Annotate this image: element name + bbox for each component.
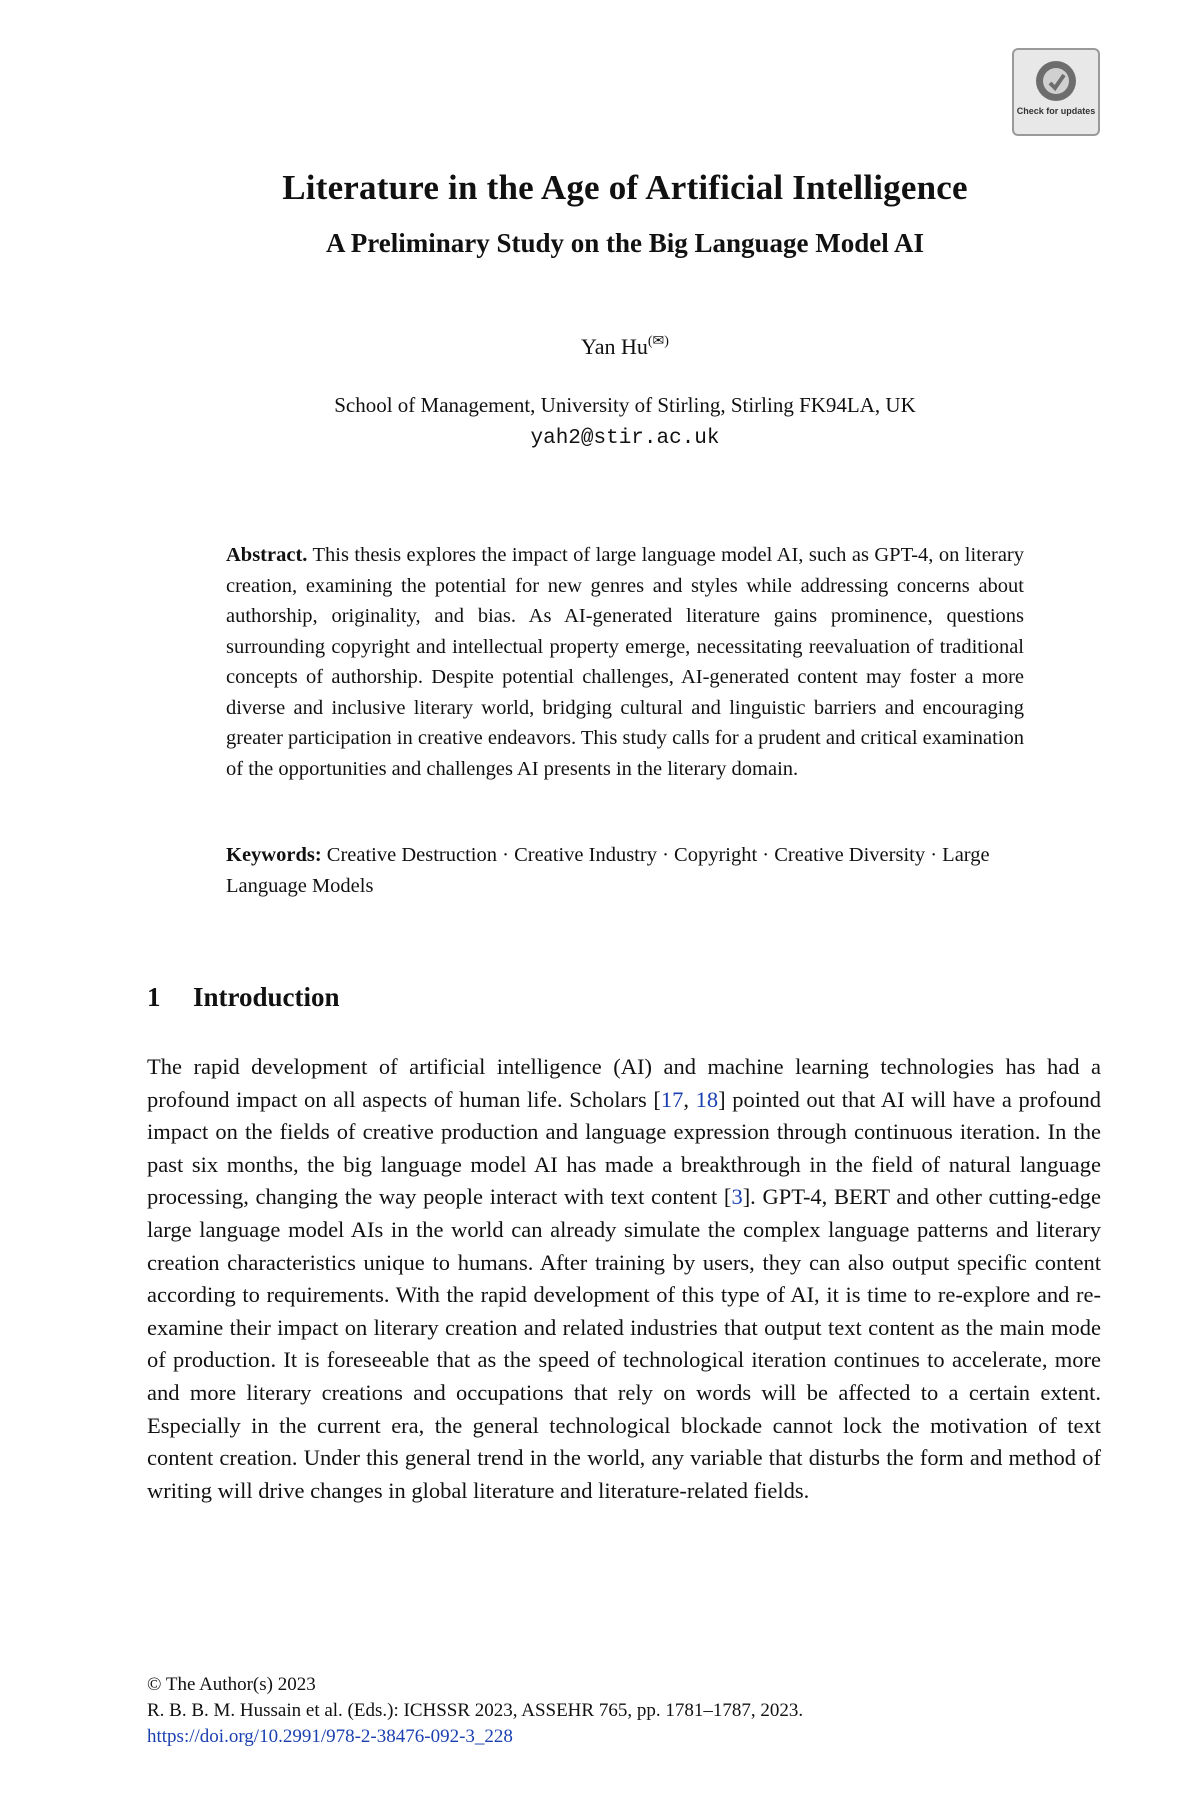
check-for-updates-icon	[1033, 58, 1079, 104]
envelope-icon[interactable]: (✉)	[647, 334, 669, 349]
check-for-updates-badge[interactable]	[1012, 48, 1100, 136]
citation-link-3[interactable]: 3	[731, 1184, 743, 1210]
keywords-label: Keywords:	[226, 844, 322, 866]
intro-text-3: ]. GPT-4, BERT and other cutting-edge large language model AIs in the world can already simulate the complex language patterns and literary creation characteristics unique to humans. After training by users, they can also output specific content according to requirements. With the rapid development of this type of AI, it is time to re-explore and re-examine their impact on literary creation and related industries that output text content as the main mode of production. It is foreseeable that as the speed of technological iteration continues to accelerate, more and more literary creations and occupations that rely on words will be affected to a certain extent. Especially in the current era, the general technological blockade cannot lock the motivation of text content creation. Under this general trend in the world, any variable that disturbs the form and method of writing will drive changes in global literature and literature-related fields.	[147, 1184, 1101, 1503]
footer	[147, 1672, 1101, 1750]
section-title: Introduction	[193, 982, 340, 1012]
section-heading	[147, 982, 340, 1013]
citation-line: R. B. B. M. Hussain et al. (Eds.): ICHSSR 2023, ASSEHR 765, pp. 1781–1787, 2023.	[147, 1700, 804, 1721]
abstract-text: This thesis explores the impact of large language model AI, such as GPT-4, on literary creation, examining the potential for new genres and styles while addressing concerns about authorship, originality, and bias. As AI-generated literature gains prominence, questions surrounding copyright and intellectual property emerge, necessitating reevaluation of traditional concepts of authorship. Despite potential challenges, AI-generated content may foster a more diverse and inclusive literary world, bridging cultural and linguistic barriers and encouraging greater participation in creative endeavors. This study calls for a prudent and critical examination of the opportunities and challenges AI presents in the literary domain.	[226, 544, 1024, 780]
badge-text: Check for updates	[1016, 106, 1096, 116]
keywords	[226, 840, 1024, 901]
introduction-paragraph	[147, 1051, 1101, 1507]
paper-title: Literature in the Age of Artificial Intelligence	[282, 168, 968, 207]
affiliation: School of Management, University of Stirling, Stirling FK94LA, UK	[334, 393, 916, 417]
paper-subtitle: A Preliminary Study on the Big Language Model AI	[325, 228, 925, 258]
abstract-label: Abstract.	[226, 544, 308, 566]
author-email[interactable]: yah2@stir.ac.uk	[530, 427, 720, 450]
abstract	[226, 540, 1024, 784]
citation-separator: ,	[683, 1086, 696, 1112]
author-name: Yan Hu	[581, 334, 648, 359]
section-number: 1	[147, 982, 161, 1012]
copyright-line: © The Author(s) 2023	[147, 1674, 316, 1695]
intro-text-2: ] pointed out that AI will have a profound impact on the fields of creative production and language expression through continuous iteration. In the past six months, the big language model AI has made a breakthrough in the field of natural language processing, changing the way people interact with text content [	[147, 1086, 1101, 1210]
intro-text-1: The rapid development of artificial intelligence (AI) and machine learning technologies has had a profound impact on all aspects of human life. Scholars [	[147, 1054, 1101, 1112]
citation-link-17[interactable]: 17	[660, 1086, 684, 1112]
citation-link-18[interactable]: 18	[695, 1086, 719, 1112]
doi-link[interactable]: https://doi.org/10.2991/978-2-38476-092-3_228	[147, 1726, 513, 1747]
keywords-text: Creative Destruction · Creative Industry · Copyright · Creative Diversity · Large Language Models	[226, 844, 990, 897]
author-line	[0, 333, 1200, 360]
